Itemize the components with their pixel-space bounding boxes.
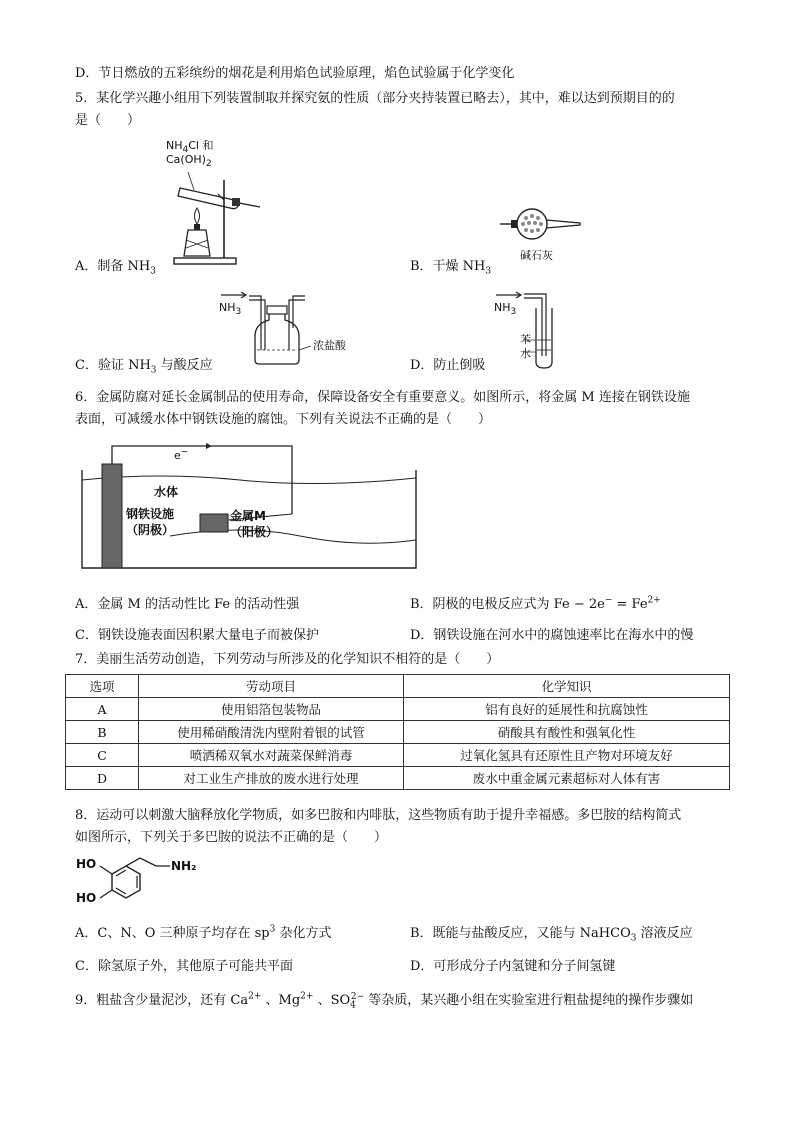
q5-fig-d-water-label: 水 — [520, 347, 531, 360]
q5-fig-c-acid-label: 浓盐酸 — [313, 339, 346, 352]
q8-ho-label-2: HO — [76, 891, 97, 905]
q6-corrosion-diagram — [80, 440, 420, 570]
table-cell: C — [66, 744, 139, 767]
q8-option-a: A．C、N、O 三种原子均存在 $sp^3$ 杂化方式 — [75, 924, 332, 941]
q7-stem: 7．美丽生活劳动创造，下列劳动与所涉及的化学知识不相符的是（ ） — [75, 652, 500, 667]
table-cell: 硝酸具有酸性和强氧化性 — [404, 721, 730, 744]
q8-option-b: B．既能与盐酸反应，又能与 NaHCO$_3$ 溶液反应 — [410, 926, 693, 944]
q5-fig-c-gas-bottle — [215, 288, 345, 368]
q6-electron-label: e− — [174, 447, 189, 462]
q5-fig-d-benzene-label: 苯 — [520, 333, 531, 346]
q5-option-d: D．防止倒吸 — [410, 358, 486, 373]
table-cell: 废水中重金属元素超标对人体有害 — [404, 767, 730, 790]
table-cell: 铝有良好的延展性和抗腐蚀性 — [404, 698, 730, 721]
q5-fig-b-drying-agent-label: 碱石灰 — [520, 249, 553, 262]
q8-nh2-label: NH₂ — [171, 859, 197, 873]
table-cell: B — [66, 721, 139, 744]
table-cell: 喷洒稀双氧水对蔬菜保鲜消毒 — [139, 744, 404, 767]
q6-metal-label-1: 金属M — [230, 509, 266, 523]
q4-option-d: D．节日燃放的五彩缤纷的烟花是利用焰色试验原理，焰色试验属于化学变化 — [75, 66, 515, 81]
q5-fig-a-apparatus — [160, 140, 270, 270]
table-cell: 使用稀硝酸清洗内壁附着银的试管 — [139, 721, 404, 744]
table-header-cell: 化学知识 — [404, 675, 730, 698]
table-cell: A — [66, 698, 139, 721]
q6-stem-line2: 表面，可减缓水体中钢铁设施的腐蚀。下列有关说法不正确的是（ ） — [75, 412, 492, 427]
q5-option-b: B．干燥 $NH_3$ — [410, 259, 492, 277]
q5-fig-b-drying-tube — [498, 202, 588, 264]
q6-option-a: A．金属 M 的活动性比 Fe 的活动性强 — [75, 597, 300, 612]
table-cell: 对工业生产排放的废水进行处理 — [139, 767, 404, 790]
q5-fig-a-reagent-2: $Ca(OH)_2$ — [166, 153, 212, 170]
q5-stem-line1: 5．某化学兴趣小组用下列装置制取并探究氨的性质（部分夹持装置已略去），其中，难以达到预期目的的 — [75, 91, 675, 106]
q6-option-d: D．钢铁设施在河水中的腐蚀速率比在海水中的慢 — [410, 628, 694, 643]
table-row — [66, 744, 730, 767]
table-cell: 使用铝箔包装物品 — [139, 698, 404, 721]
q8-stem-line1: 8．运动可以刺激大脑释放化学物质，如多巴胺和内啡肽，这些物质有助于提升幸福感。多巴胺的结构简式 — [75, 808, 682, 823]
q8-stem-line2: 如图所示，下列关于多巴胺的说法不正确的是（ ） — [75, 830, 388, 845]
table-row — [66, 721, 730, 744]
table-header-row — [66, 675, 730, 698]
q6-water-label: 水体 — [154, 485, 179, 499]
q6-metal-label-2: （阳极） — [230, 525, 279, 539]
table-row — [66, 767, 730, 790]
q8-option-d: D．可形成分子内氢键和分子间氢键 — [410, 959, 616, 974]
q8-option-c: C．除氢原子外，其他原子可能共平面 — [75, 959, 293, 974]
q5-option-a: A．制备 $NH_3$ — [75, 259, 156, 277]
q5-fig-d-test-tube — [494, 288, 574, 370]
q6-steel-label-2: （阴极） — [126, 523, 175, 537]
q8-ho-label-1: HO — [76, 857, 97, 871]
q5-stem-line2: 是（ ） — [75, 113, 141, 128]
q6-option-b: B．阴极的电极反应式为 $Fe - 2e^- = Fe^{2+}$ — [410, 595, 661, 612]
table-cell: D — [66, 767, 139, 790]
table-header-cell: 劳动项目 — [139, 675, 404, 698]
q9-stem: 9．粗盐含少量泥沙，还有 $Ca^{2+}$ 、$Mg^{2+}$ 、$SO_4^{2-}$ 等杂质，某兴趣小组在实验室进行粗盐提纯的操作步骤如 — [75, 991, 694, 1011]
q5-option-c: C．验证 $NH_3$ 与酸反应 — [75, 358, 213, 376]
q7-table — [65, 674, 730, 790]
q8-dopamine-structure — [74, 852, 214, 912]
table-cell: 过氧化氢具有还原性且产物对环境友好 — [404, 744, 730, 767]
q5-fig-d-nh3-label: $NH_3$ — [494, 301, 517, 318]
q6-stem-line1: 6．金属防腐对延长金属制品的使用寿命，保障设备安全有重要意义。如图所示，将金属 M 连接在钢铁设施 — [75, 390, 690, 405]
q5-fig-c-nh3-label: $NH_3$ — [219, 301, 242, 318]
table-header-cell: 选项 — [66, 675, 139, 698]
q6-option-c: C．钢铁设施表面因积累大量电子而被保护 — [75, 628, 319, 643]
table-row — [66, 698, 730, 721]
q6-steel-label-1: 钢铁设施 — [126, 507, 175, 521]
q5-fig-a-reagent-1: $NH_4Cl$ 和 — [166, 139, 214, 156]
